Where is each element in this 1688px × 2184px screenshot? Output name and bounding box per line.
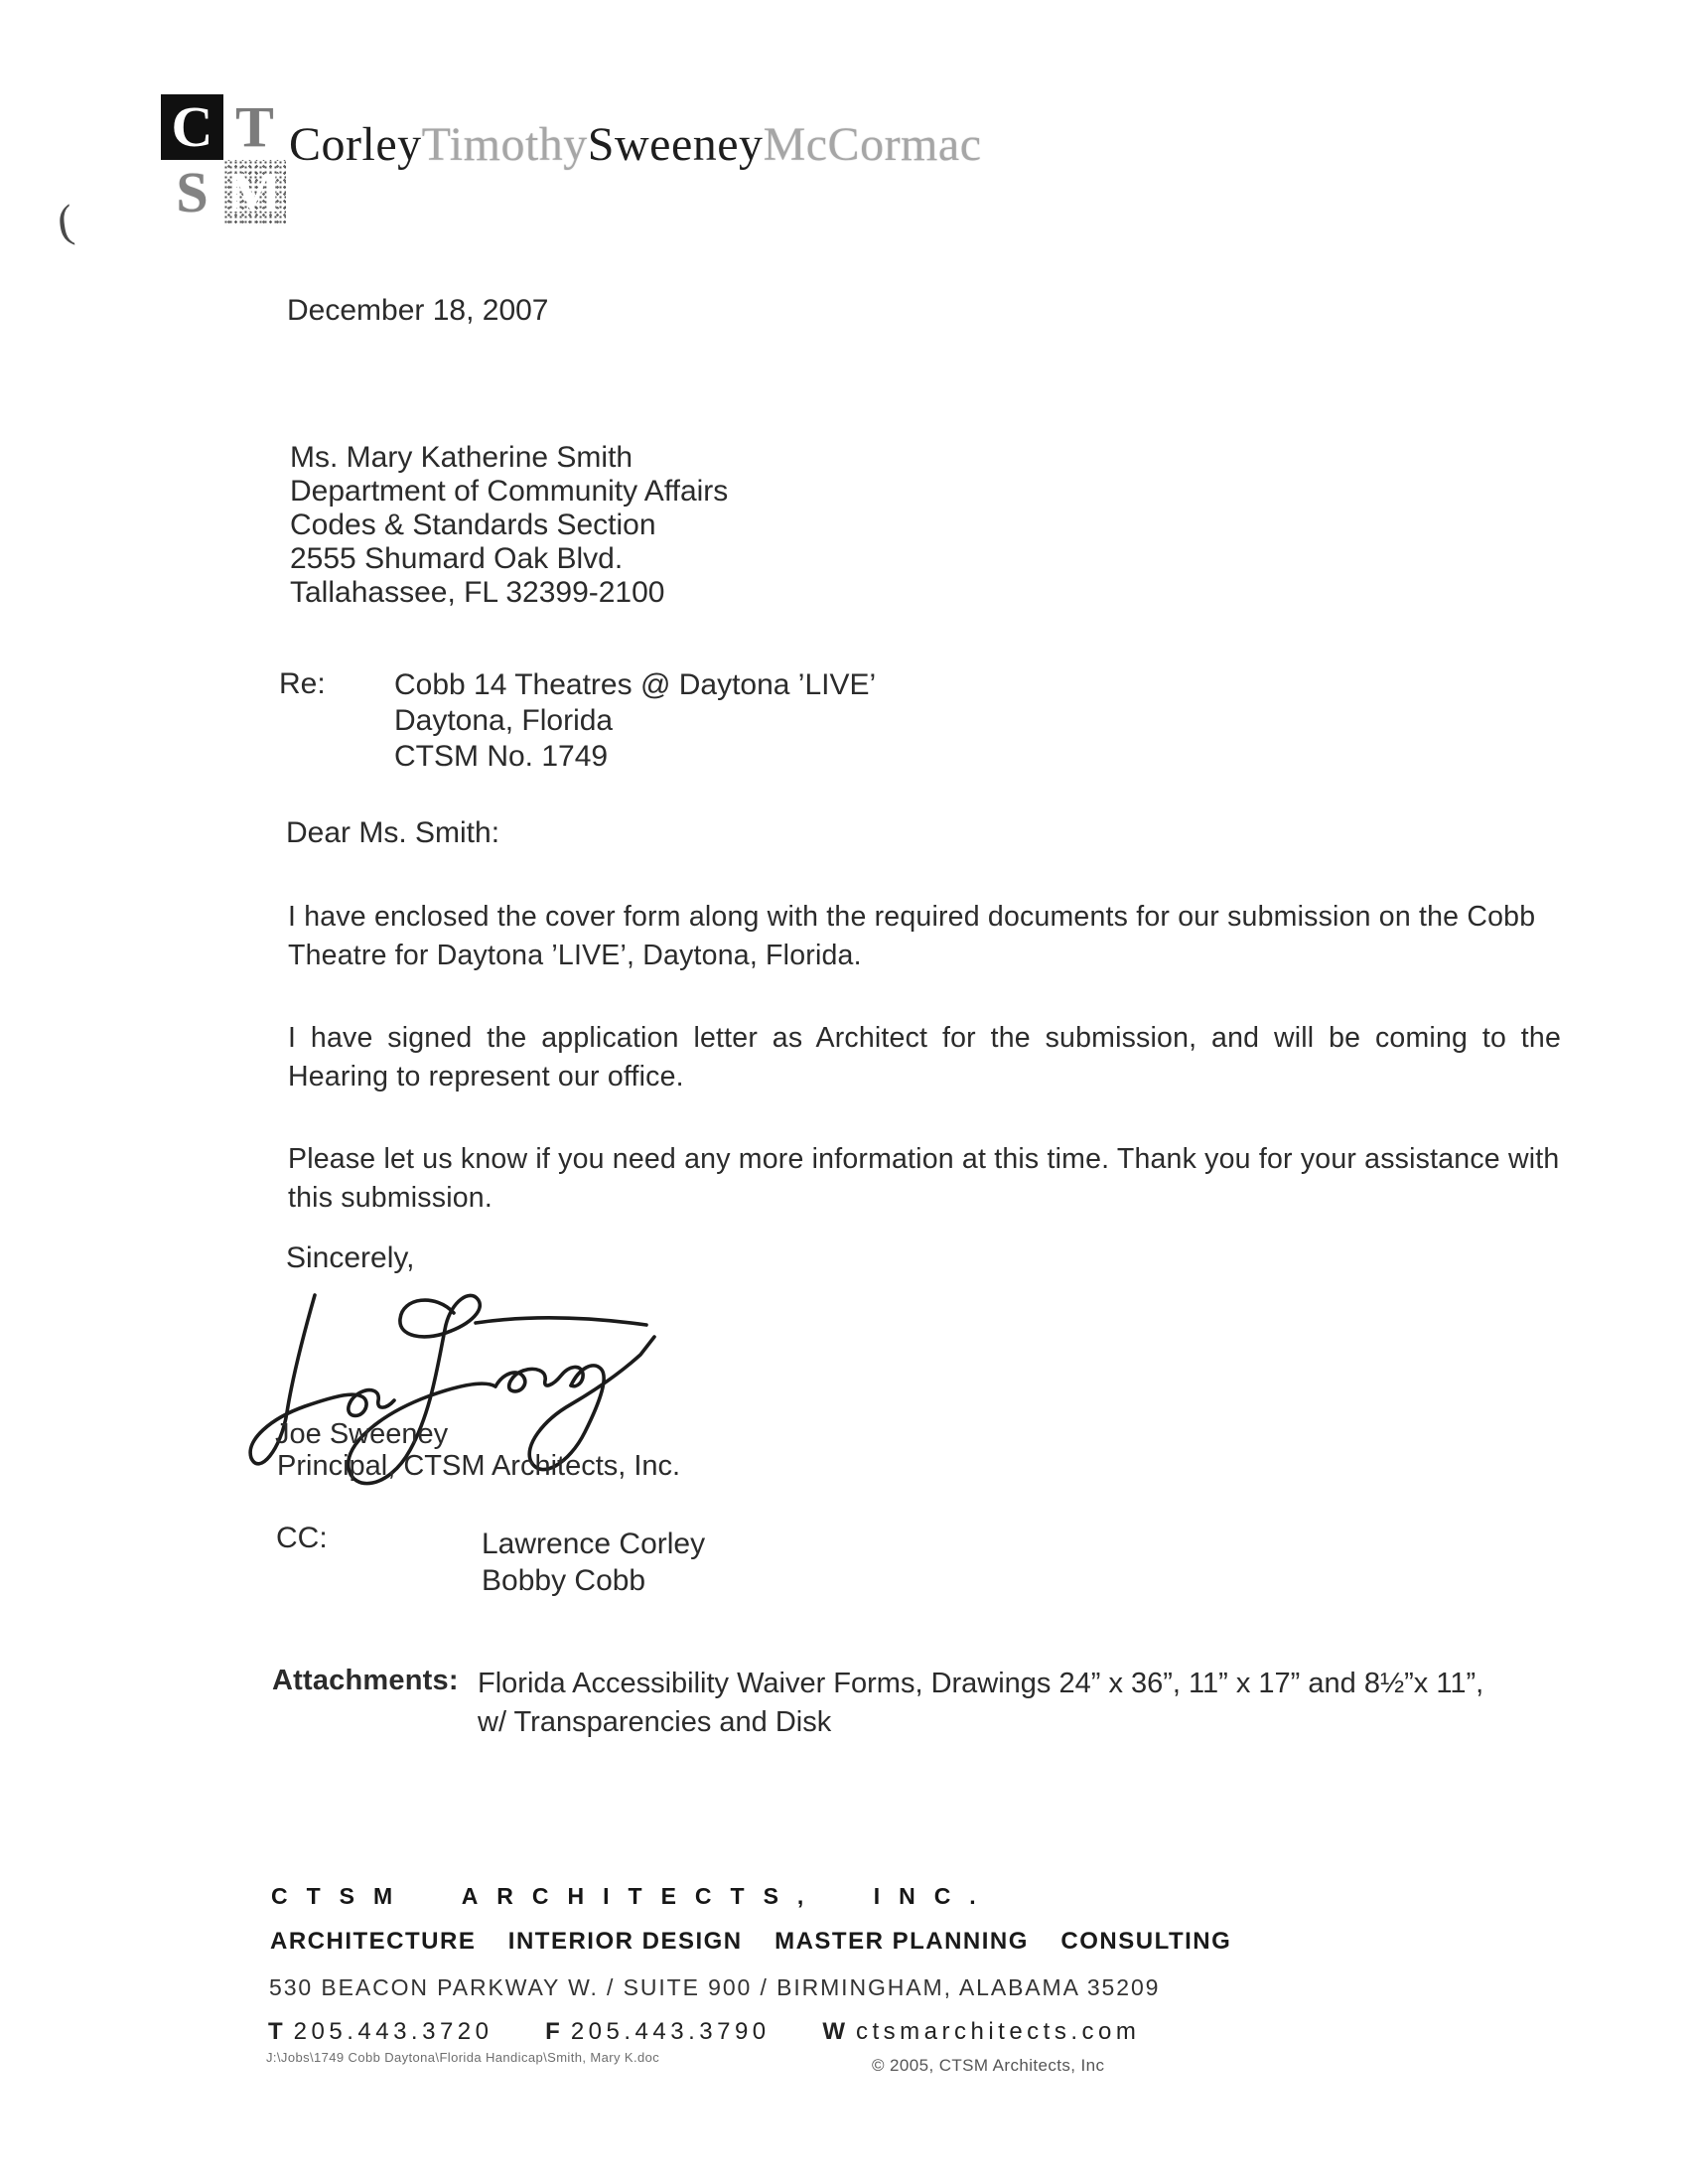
fax-label: F: [545, 2018, 561, 2045]
footer-website: [822, 2018, 1140, 2045]
wordmark-timothy: Timothy: [421, 118, 588, 171]
signer-title: Principal, CTSM Architects, Inc.: [277, 1450, 681, 1482]
signer-name: Joe Sweeney: [275, 1418, 449, 1450]
recipient-line: Tallahassee, FL 32399-2100: [290, 576, 665, 609]
footer-street-address: 530 BEACON PARKWAY W. / SUITE 900 / BIRMINGHAM, ALABAMA 35209: [269, 1974, 1161, 2000]
footer-contact-row: [268, 2018, 1186, 2046]
wordmark-mccormac: McCormac: [763, 118, 982, 171]
footer-service: INTERIOR DESIGN: [507, 1928, 743, 1955]
phone-label: T: [268, 2018, 284, 2045]
attachments-line: w/ Transparencies and Disk: [478, 1706, 832, 1738]
cc-names: [482, 1526, 705, 1599]
recipient-line: Ms. Mary Katherine Smith: [290, 441, 633, 474]
wordmark-corley: Corley: [289, 118, 422, 171]
logo-letter-m: M: [223, 160, 286, 225]
wordmark-sweeney: Sweeney: [587, 118, 764, 171]
attachments-list: [478, 1665, 1483, 1742]
re-line: CTSM No. 1749: [394, 740, 609, 773]
footer-fax: [545, 2018, 770, 2045]
footer-services: [270, 1928, 1259, 1956]
re-label: Re:: [279, 667, 326, 700]
logo-letter-s: S: [161, 160, 223, 225]
cc-label: CC:: [276, 1522, 328, 1554]
logo-letter-c: C: [161, 94, 223, 160]
re-line: Daytona, Florida: [394, 704, 614, 737]
salutation: Dear Ms. Smith:: [286, 816, 500, 849]
web-value: ctsmarchitects.com: [855, 2018, 1141, 2045]
phone-value: 205.443.3720: [293, 2018, 493, 2045]
firm-wordmark: [289, 117, 982, 173]
footer-phone: [268, 2018, 492, 2045]
footer-company-name: CTSM ARCHITECTS, INC.: [271, 1883, 995, 1909]
attachments-label: Attachments:: [272, 1665, 459, 1696]
cc-name: Bobby Cobb: [482, 1564, 646, 1597]
attachments-line: Florida Accessibility Waiver Forms, Drawings 24” x 36”, 11” x 17” and 8½”x 11”,: [478, 1668, 1484, 1699]
footer-service: MASTER PLANNING: [774, 1928, 1029, 1955]
logo-letter-t: T: [223, 94, 286, 160]
scan-artifact-mark: (: [54, 195, 76, 247]
re-subject: [394, 667, 876, 775]
body-paragraph-1: I have enclosed the cover form along with the required documents for our submission on the Cobb Theatre for Daytona ’LIVE’, Daytona, Florida.: [288, 901, 1536, 971]
recipient-line: 2555 Shumard Oak Blvd.: [290, 542, 624, 575]
body-paragraph-2: I have signed the application letter as Architect for the submission, and will be coming to the Hearing to represent our office.: [288, 1022, 1561, 1092]
re-line: Cobb 14 Theatres @ Daytona ’LIVE’: [394, 668, 877, 701]
recipient-address: [290, 441, 728, 610]
ctsm-logo: [161, 94, 286, 225]
cc-name: Lawrence Corley: [482, 1528, 706, 1560]
closing: Sincerely,: [286, 1241, 415, 1274]
recipient-line: Department of Community Affairs: [290, 475, 729, 508]
footer-service: ARCHITECTURE: [270, 1928, 477, 1955]
letter-date: December 18, 2007: [287, 294, 549, 327]
document-file-path: J:\Jobs\1749 Cobb Daytona\Florida Handicap\Smith, Mary K.doc: [266, 2050, 660, 2065]
fax-value: 205.443.3790: [570, 2018, 771, 2045]
body-paragraph-3: Please let us know if you need any more information at this time. Thank you for your assistance with this submission.: [288, 1143, 1560, 1214]
web-label: W: [822, 2018, 846, 2045]
copyright-notice: © 2005, CTSM Architects, Inc: [872, 2056, 1105, 2075]
recipient-line: Codes & Standards Section: [290, 509, 656, 541]
footer-service: CONSULTING: [1060, 1928, 1232, 1955]
